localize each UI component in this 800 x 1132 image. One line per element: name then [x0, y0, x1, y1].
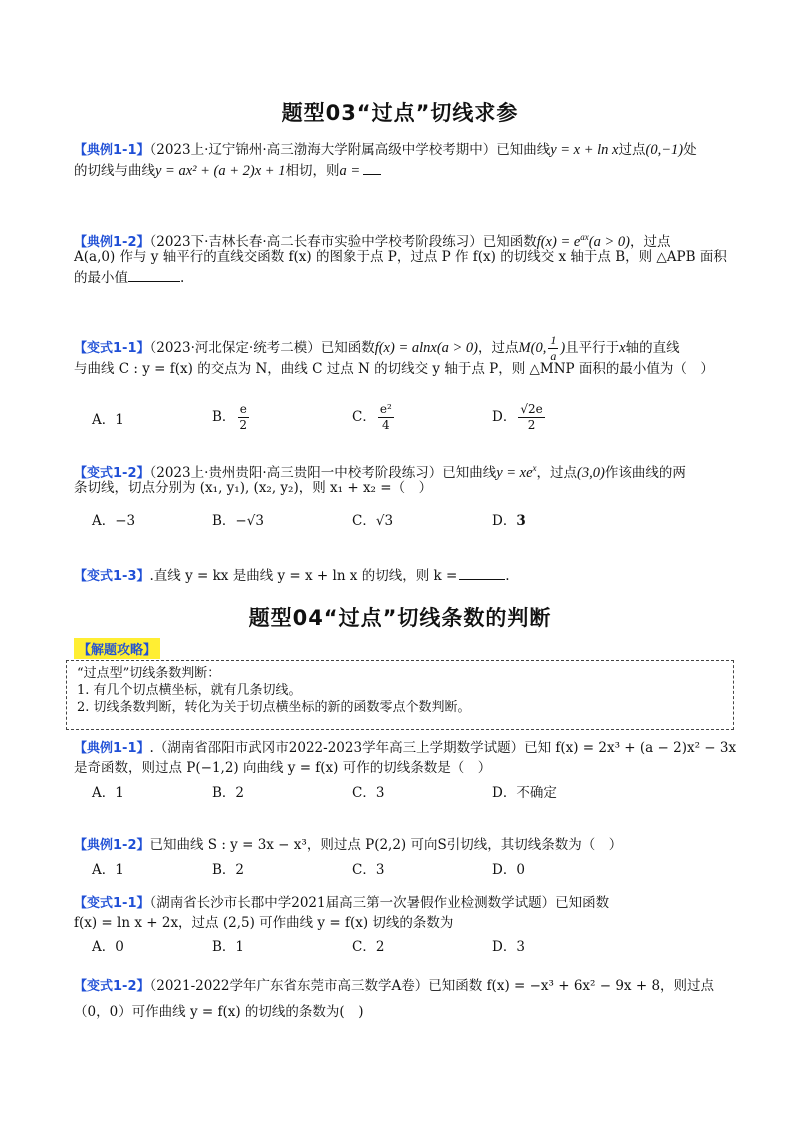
- strategy-box: [66, 660, 734, 730]
- option-a: [92, 935, 124, 955]
- text: 轴的直线: [625, 339, 680, 356]
- option-label: B．: [212, 409, 236, 425]
- text: .: [180, 270, 185, 286]
- example-tag: 【典例1-1】: [74, 143, 150, 158]
- point-label: M: [518, 339, 531, 356]
- text: ，过点: [478, 339, 519, 356]
- s4-example-1-2: [74, 835, 734, 855]
- option-value: 1: [115, 862, 124, 878]
- variant-1-3: [74, 565, 734, 585]
- text: 已知函数: [482, 233, 537, 250]
- text: ，过点: [536, 464, 578, 481]
- option-label: B．: [212, 513, 236, 529]
- option-value: −√3: [235, 513, 264, 529]
- fraction-den: 2: [239, 418, 248, 432]
- option-a: [92, 858, 124, 878]
- example-1-2: [74, 227, 734, 287]
- option-label: A．: [92, 939, 116, 955]
- options-row: [92, 402, 732, 436]
- strategy-tip: 2. 切线条数判断，转化为关于切点横坐标的新的函数零点个数判断。: [77, 700, 471, 715]
- formula: y = ax² + (a + 2)x + 1: [155, 163, 286, 179]
- option-value: 2: [235, 862, 245, 878]
- text: 已知曲线: [496, 142, 551, 158]
- option-label: D．: [492, 785, 517, 801]
- source: （2023上·贵州贵阳·高三贵阳一中校考阶段练习）: [149, 464, 443, 481]
- option-label: C．: [352, 862, 376, 878]
- option-value: 不确定: [516, 785, 557, 801]
- option-value: −3: [115, 513, 136, 529]
- text: f(x) = ln x + 2x，过点 (2,5) 可作曲线 y = f(x) 切线的条数为: [74, 915, 454, 931]
- option-d: [492, 781, 557, 801]
- s4-variant-1-1: [74, 893, 734, 933]
- strategy-title: “过点型”切线条数判断：: [77, 666, 221, 681]
- option-b: [212, 781, 244, 801]
- option-d: [492, 509, 526, 529]
- option-value: 3: [375, 862, 385, 878]
- fraction-num: e²: [379, 402, 392, 416]
- variant-1-1: [74, 333, 734, 379]
- option-value: 0: [516, 862, 525, 878]
- variant-tag: 【变式1-2】: [74, 979, 150, 994]
- option-label: C．: [352, 785, 376, 801]
- example-tag: 【典例1-2】: [74, 234, 150, 250]
- option-value: 2: [235, 785, 245, 801]
- fraction-num: 1: [550, 333, 557, 347]
- formula-cond: (a > 0): [588, 233, 630, 250]
- option-value: 1: [115, 412, 124, 428]
- text: .: [505, 568, 510, 584]
- text: 的切线与曲线: [74, 163, 155, 179]
- variant-tag: 【变式1-2】: [74, 465, 150, 481]
- option-label: D．: [492, 939, 517, 955]
- s4-example-1-1: [74, 738, 737, 778]
- option-label: D．: [492, 513, 517, 529]
- formula: y = x + ln x: [550, 142, 619, 158]
- option-label: D．: [492, 409, 517, 425]
- text: 过点: [618, 142, 646, 158]
- option-label: B．: [212, 939, 236, 955]
- option-b: [212, 935, 244, 955]
- formula: f(x) = alnx(a > 0): [374, 339, 479, 356]
- s4-variant-1-2: [74, 976, 734, 1022]
- text: 已知函数: [320, 339, 375, 356]
- text: 是奇函数，则过点 P(−1,2) 向曲线 y = f(x) 可作的切线条数是（ ）: [74, 760, 492, 776]
- axis-var: x: [619, 339, 626, 356]
- fraction-num: e: [239, 402, 247, 416]
- option-label: A．: [92, 862, 116, 878]
- option-a: [92, 509, 135, 529]
- fraction: [518, 402, 544, 433]
- options-row: [92, 781, 732, 801]
- formula-base: y = xe: [496, 464, 533, 481]
- options-row: [92, 509, 732, 529]
- option-label: B．: [212, 862, 236, 878]
- point-m: M(0, $\frac{1}{a}$ ): [518, 333, 566, 363]
- strategy-tip: 1. 有几个切点横坐标，就有几条切线。: [77, 683, 302, 698]
- answer-blank: [128, 267, 180, 282]
- point: (3,0): [577, 464, 605, 481]
- text: 与曲线 C : y = f(x) 的交点为 N，曲线 C 过点 N 的切线交 y 轴于点 P，则 △MNP 面积的最小值为（ ）: [74, 361, 714, 377]
- formula: [496, 465, 536, 481]
- formula-base: f(x) = e: [536, 233, 581, 250]
- fraction: [378, 402, 394, 433]
- options-row: [92, 858, 732, 878]
- option-label: C．: [352, 513, 376, 529]
- option-b: [212, 402, 251, 433]
- option-d: [492, 935, 525, 955]
- option-label: C．: [352, 409, 376, 425]
- text: （湖南省长沙市长郡中学2021届高三第一次暑假作业检测数学试题）已知函数: [149, 895, 610, 911]
- strategy-label: 【解题攻略】: [74, 638, 160, 659]
- option-label: A．: [92, 513, 116, 529]
- text: 已知曲线 S : y = 3x − x³，则过点 P(2,2) 可向S引切线，其切线条数为（ ）: [149, 837, 623, 853]
- text: A(a,0) 作与 y 轴平行的直线交函数 f(x) 的图象于点 P，过点 P 作 f(x) 的切线交 x 轴于点 B，则 △APB 面积: [74, 249, 727, 265]
- answer-blank: [363, 160, 381, 175]
- option-c: [352, 402, 396, 433]
- formula-exp: ax: [580, 232, 589, 242]
- source: （2023上·辽宁锦州·高三渤海大学附属高级中学校考期中）: [149, 142, 497, 158]
- option-c: [352, 935, 384, 955]
- fraction-num: √2e: [520, 402, 543, 416]
- option-d: [492, 402, 547, 433]
- option-b: [212, 509, 264, 529]
- answer-var: a =: [339, 163, 361, 179]
- fraction: [237, 402, 249, 433]
- text: ，过点: [630, 233, 671, 250]
- option-c: [352, 858, 384, 878]
- fraction-den: a: [550, 349, 557, 363]
- fraction-den: 2: [527, 418, 536, 432]
- example-tag: 【典例1-2】: [74, 838, 150, 853]
- option-a: [92, 408, 124, 428]
- section-title-03: 题型03“过点”切线求参: [281, 101, 519, 125]
- answer-blank: [459, 565, 505, 580]
- example-tag: 【典例1-1】: [74, 741, 150, 756]
- option-d: [492, 858, 525, 878]
- option-value: 3: [375, 785, 385, 801]
- option-value: 0: [115, 939, 124, 955]
- option-c: [352, 509, 393, 529]
- variant-tag: 【变式1-1】: [74, 896, 150, 911]
- option-value: √3: [375, 513, 394, 529]
- options-row: [92, 935, 732, 955]
- option-value: 1: [235, 939, 245, 955]
- fraction-den: 4: [381, 418, 390, 432]
- example-1-1: [74, 140, 734, 180]
- text: 相切，则: [285, 163, 340, 179]
- option-label: D．: [492, 862, 517, 878]
- option-label: A．: [92, 412, 116, 428]
- text: （2021-2022学年广东省东莞市高三数学A卷）已知函数 f(x) = −x³ + 6x² − 9x + 8，则过点: [149, 978, 715, 994]
- text: 条切线，切点分别为 (x₁, y₁), (x₂, y₂)，则 x₁ + x₂ =（ ）: [74, 480, 433, 496]
- section-title-04: 题型04“过点”切线条数的判断: [248, 606, 552, 630]
- variant-tag: 【变式1-1】: [74, 340, 150, 356]
- text: .直线 y = kx 是曲线 y = x + ln x 的切线，则 k =: [149, 568, 458, 584]
- point-x: 0,: [535, 339, 547, 356]
- option-label: B．: [212, 785, 236, 801]
- option-value: 1: [115, 785, 124, 801]
- text: 的最小值: [74, 270, 128, 286]
- source: （2023下·吉林长春·高二长春市实验中学校考阶段练习）: [149, 233, 483, 250]
- point: (0,−1): [645, 142, 684, 158]
- option-value: 2: [375, 939, 385, 955]
- option-label: C．: [352, 939, 376, 955]
- text: 且平行于: [565, 339, 620, 356]
- variant-1-2: [74, 458, 734, 498]
- text: .（湖南省邵阳市武冈市2022-2023学年高三上学期数学试题）已知 f(x) = 2x³ + (a − 2)x² − 3x: [149, 740, 737, 756]
- option-b: [212, 858, 244, 878]
- text: 作该曲线的两: [604, 464, 686, 481]
- text: （0，0）可作曲线 y = f(x) 的切线的条数为( ): [74, 1004, 364, 1020]
- text: 处: [683, 142, 697, 158]
- option-value: 3: [516, 513, 526, 529]
- option-a: [92, 781, 124, 801]
- option-value: 3: [516, 939, 525, 955]
- text: 已知曲线: [442, 464, 497, 481]
- formula-exp: x: [532, 463, 537, 473]
- variant-tag: 【变式1-3】: [74, 569, 150, 584]
- option-label: A．: [92, 785, 116, 801]
- option-c: [352, 781, 384, 801]
- source: （2023·河北保定·统考二模）: [149, 339, 321, 356]
